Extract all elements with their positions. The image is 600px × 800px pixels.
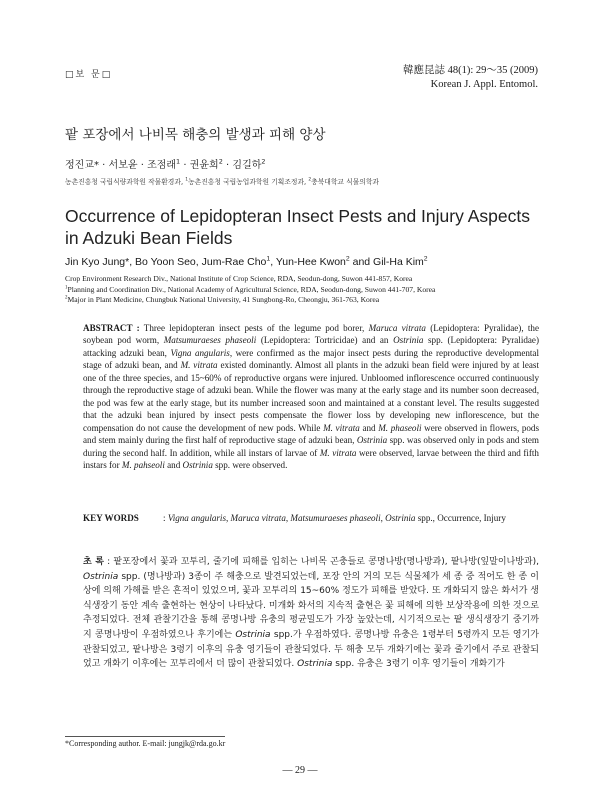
abstract-text: , were confirmed as the major insect pests during the reproductive developmental stage of adzuki bean, and <box>83 347 539 371</box>
keyword: Ostrinia <box>385 513 416 523</box>
author-text: , Yun-Hee Kwon <box>270 256 346 268</box>
author-5: 김길하 <box>232 160 262 171</box>
species-name: Ostrinia <box>356 435 388 446</box>
english-title: Occurrence of Lepidopteran Insect Pests and Injury Aspects in Adzuki Bean Fields <box>65 206 530 248</box>
korean-abstract-label: 초 록 <box>83 557 104 567</box>
abstract-text: were observed, larvae between the third and fifth instars for <box>83 447 539 470</box>
affil-mark: 1 <box>176 157 181 166</box>
abstract-text: spp. were observed. <box>212 459 288 470</box>
keywords-label: KEY WORDS <box>83 513 139 523</box>
separator: · <box>222 160 233 171</box>
author-4: 권윤희 <box>189 160 219 171</box>
affil-text: 농촌진흥청 국립식량과학원 작물환경과, <box>65 178 186 186</box>
abstract-text: existed dominantly. Almost all plants in the adzuki bean field were injured by at least one of the three species, and 15~60% of reproductive organs were injured. Unbloomed inflorescence occurred continuously through the reproductive stage of adzuki bean. While the flower was many at the early stage and its number soon decreased, the pod was few at the early stage, but its number increased soon and maintained at a constant level. The results suggested that the adzuki bean injured by insect pests compensate the flower loss by developing new inflorescence, but the compensation do not cause the development of new pods. While <box>83 360 539 433</box>
affil-mark: 2 <box>218 157 223 166</box>
affil-mark: 1 <box>185 177 189 183</box>
journal-citation <box>378 64 538 92</box>
section-label: □보 문□ <box>65 70 113 80</box>
species-name: Ostrinia <box>297 659 333 670</box>
keywords <box>83 512 539 525</box>
affiliation-0: Crop Environment Research Div., National Institute of Crop Science, RDA, Seodun-dong, Suwon 441-857, Korea <box>65 274 413 283</box>
affil-text: Major in Plant Medicine, Chungbuk National University, 41 Sungbong-Ro, Cheongju, 361-763, Korea <box>67 295 380 304</box>
abstract-text: (Lepidoptera: Pyralidae), the soybean pod worm, <box>83 323 539 346</box>
abstract-text: (Lepidoptera: Tortricidae) and an <box>256 335 394 346</box>
kw-sep: : <box>163 513 168 523</box>
korean-abstract-text: spp.가 우점하였다. 콩명나방 유충은 1령부터 5령까지 모든 영기가 관찰되었고, 팥나방은 3령기 이후의 유충 영기들이 관찰되었다. 두 해충 모두 개화기에는 꽃과 줄기에서 주로 관찰되었고 개화기 이후에는 꼬투리에서 더 많이 관찰되었다. <box>83 629 539 670</box>
species-name: Matsumuraeses phaseoli <box>163 335 257 346</box>
affil-mark: 1 <box>266 255 271 263</box>
author-3: 조점래 <box>147 160 177 171</box>
affil-text: 농촌진흥청 국립농업과학원 기획조정과, <box>188 178 309 186</box>
affil-mark: 2 <box>261 157 266 166</box>
species-name: Ostrinia <box>83 571 119 582</box>
affil-mark: 2 <box>345 255 350 263</box>
english-affiliations <box>65 274 545 306</box>
footnote: *Corresponding author. E-mail: jungjk@rda.go.kr <box>65 739 226 748</box>
korean-affiliation <box>65 176 379 186</box>
species-name: M. pahseoli <box>121 459 165 470</box>
separator: · <box>137 160 148 171</box>
affil-mark: 2 <box>308 177 312 183</box>
author-text: and Gil-Ha Kim <box>349 256 424 268</box>
english-authors <box>65 256 428 268</box>
species-name: Ostrinia <box>182 459 213 470</box>
keyword: spp., Occurrence, Injury <box>415 513 506 523</box>
species-name: Ostrinia <box>235 629 271 640</box>
abstract-text: spp. (Lepidoptera: Pyralidae) attacking adzuki bean, <box>83 335 539 358</box>
affil-text: Planning and Coordination Div., National Academy of Agricultural Science, RDA, Seodun-dong, Suwon 441-707, Korea <box>67 284 436 294</box>
affiliation-1 <box>65 285 545 296</box>
journal-line-1: 韓應昆誌 48(1): 29～35 (2009) <box>402 65 538 76</box>
korean-abstract <box>83 555 539 672</box>
author-1: 정진교* <box>65 160 99 171</box>
author-text: Jin Kyo Jung*, Bo Yoon Seo, Jum-Rae Cho <box>65 256 267 268</box>
keyword: Maruca vitrata <box>230 513 286 523</box>
korean-title: 팥 포장에서 나비목 해충의 발생과 피해 양상 <box>65 127 326 143</box>
separator: · <box>98 160 109 171</box>
species-name: M. vitrata <box>323 422 360 433</box>
page-number: — 29 — <box>282 765 318 776</box>
species-name: M. vitrata <box>319 447 357 458</box>
abstract <box>83 322 539 471</box>
abstract-text: Three lepidopteran insect pests of the legume pod borer, <box>139 323 369 333</box>
keywords-list <box>163 512 539 525</box>
species-name: Vigna angularis <box>170 347 230 358</box>
species-name: M. phaseoli <box>378 422 422 433</box>
author-2: 서보윤 <box>108 160 138 171</box>
kw-sep: , <box>226 513 231 523</box>
affiliation-2 <box>65 295 545 306</box>
species-name: M. vitrata <box>180 360 218 371</box>
korean-abstract-text: spp. 유충은 3령기 이후 영기들이 개화기가 <box>332 659 505 670</box>
species-name: Maruca vitrata <box>368 323 426 333</box>
kw-sep: , <box>285 513 291 523</box>
species-name: Ostrinia <box>393 335 424 346</box>
abstract-text: and <box>164 459 183 470</box>
korean-authors <box>65 156 266 171</box>
affil-mark: 1 <box>65 284 68 290</box>
affil-mark: 2 <box>65 295 68 301</box>
separator: · <box>180 160 190 171</box>
journal-line-2: Korean J. Appl. Entomol. <box>430 79 538 90</box>
korean-abstract-text: : 팥포장에서 꽃과 꼬투리, 줄기에 피해를 입히는 나비목 곤충들로 콩명나방(명나방과), 팥나방(잎말이나방과), <box>103 557 539 567</box>
abstract-label: ABSTRACT : <box>83 323 140 333</box>
footnote-divider <box>65 736 225 737</box>
kw-sep: , <box>380 513 386 523</box>
keyword: Matsumuraeses phaseoli <box>290 513 381 523</box>
abstract-text: were observed in flowers, pods and stem mainly during the first half of reproductive stage of adzuki bean, <box>83 422 539 446</box>
affil-text: 충북대학교 식물의학과 <box>311 178 379 186</box>
keyword: Vigna angularis <box>167 513 226 523</box>
abstract-text: and <box>359 422 379 433</box>
abstract-text: spp. was observed only in pods and stem during the second half. In addition, while all instars of larvae of <box>83 435 539 458</box>
affil-mark: 2 <box>423 255 428 263</box>
korean-abstract-text: spp. (명나방과) 3종이 주 해충으로 발견되었는데, 포장 안의 거의 모든 식물체가 세 종 중 적어도 한 종 이상에 의해 가해를 받은 흔적이 있었으며, 꽃과 꼬투리의 15~60% 정도가 피해를 받았다. 또 개화되지 않은 화서가 생식생장기 동안 계속 출현하는 현상이 나타났다. 미개화 화서의 지속적 출현은 꽃 피해에 의한 보상작용에 의한 것으로 추정되었다. 전체 관찰기간을 통해 콩명나방 유충의 평균밀도가 가장 높았는데, 시기적으로는 팥 생식생장기 중기까지 콩명나방이 우점하였으나 후기에는 <box>83 571 539 640</box>
